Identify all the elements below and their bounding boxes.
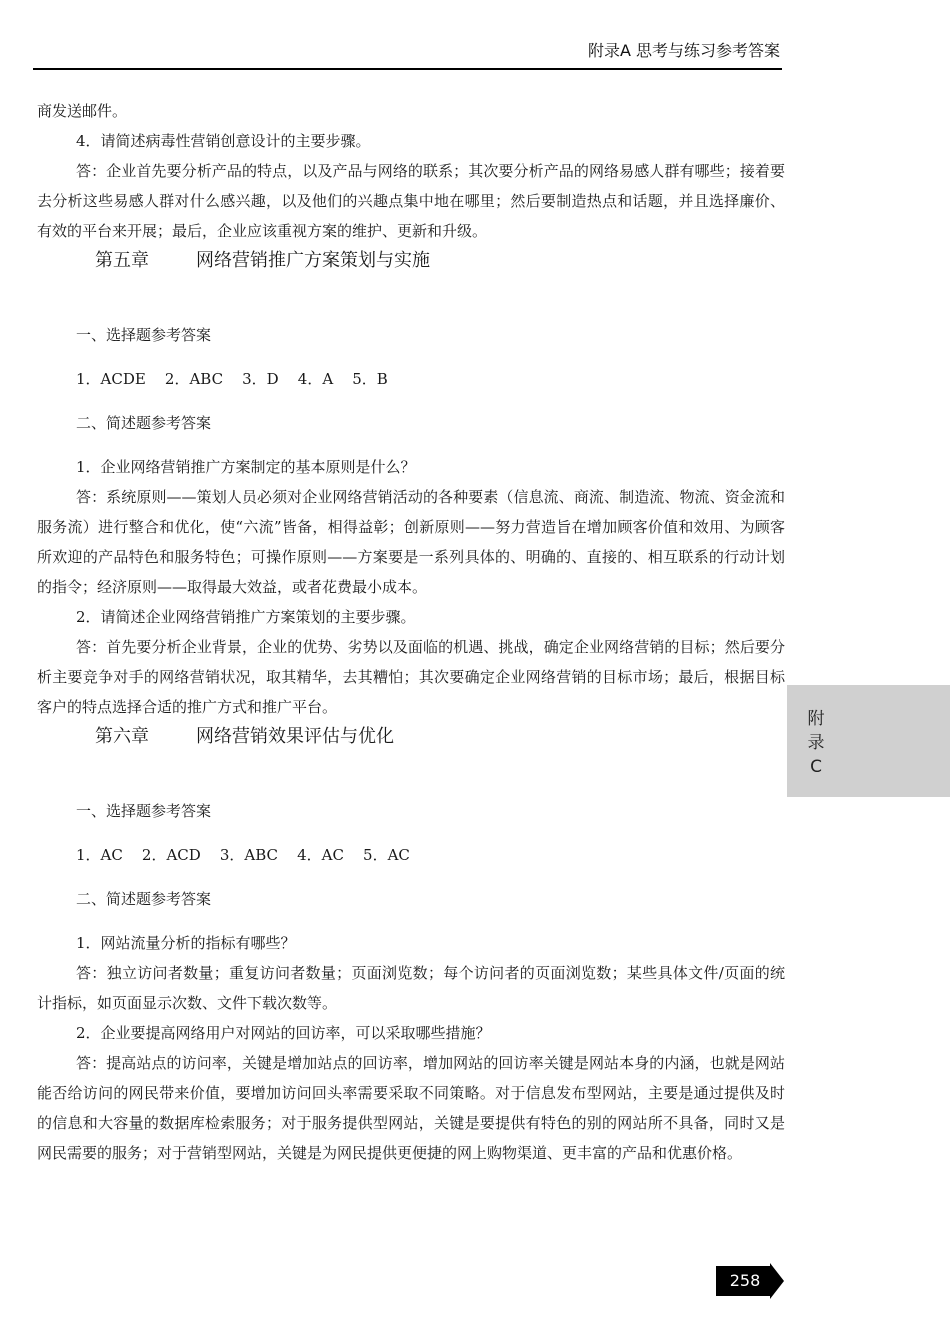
- ch5-answer-2: 答：首先要分析企业背景，企业的优势、劣势以及面临的机遇、挑战，确定企业网络营销的目标；然后要分析主要竞争对手的网络营销状况，取其精华，去其糟怕；其次要确定企业网络营销的目标市场；最后，根据目标客户的特点选择合适的推广方式和推广平台。: [37, 638, 785, 716]
- appendix-side-tab-label: 附录C: [807, 709, 825, 777]
- ch5-answer-1: 答：系统原则——策划人员必须对企业网络营销活动的各种要素（信息流、商流、制造流、物流、资金流和服务流）进行整合和优化，使“六流”皆备，相得益彰；创新原则——努力营造旨在增加顾客价值和效用、为顾客所欢迎的产品特色和服务特色；可操作原则——方案要是一系列具体的、明确的、直接的、相互联系的行动计划的指令；经济原则——取得最大效益，或者花费最小成本。: [37, 488, 785, 596]
- running-header-title: 附录A 思考与练习参考答案: [587, 41, 780, 60]
- page-number-badge: [716, 1263, 784, 1299]
- header-rule: [33, 68, 782, 70]
- ch6-choice-heading: 一、选择题参考答案: [76, 802, 212, 820]
- answer-4: 答：企业首先要分析产品的特点，以及产品与网络的联系；其次要分析产品的网络易感人群有哪些；接着要去分析这些易感人群对什么感兴趣，以及他们的兴趣点集中地在哪里；然后要制造热点和话题，并且选择廉价、有效的平台来开展；最后，企业应该重视方案的维护、更新和升级。: [37, 162, 785, 240]
- ch5-short-heading: 二、简述题参考答案: [76, 414, 212, 432]
- ch6-short-heading: 二、简述题参考答案: [76, 890, 212, 908]
- ch6-question-1: 1．网站流量分析的指标有哪些？: [76, 934, 296, 952]
- page-body: [37, 96, 785, 1168]
- chapter-5-heading: [37, 246, 785, 276]
- ch6-question-2: 2．企业要提高网络用户对网站的回访率，可以采取哪些措施？: [76, 1024, 491, 1042]
- ch6-choice-answers: 1．AC 2．ACD 3．ABC 4．AC 5．AC: [76, 846, 410, 864]
- chapter-6-heading: [37, 722, 785, 752]
- appendix-side-tab: [787, 685, 950, 797]
- ch6-answer-1: 答：独立访问者数量；重复访问者数量；页面浏览数；每个访问者的页面浏览数；某些具体文件/页面的统计指标，如页面显示次数、文件下载次数等。: [37, 964, 785, 1012]
- chapter-6-title: 网络营销效果评估与优化: [196, 726, 394, 747]
- chapter-6-number: 第六章: [95, 726, 149, 747]
- ch5-choice-answers: 1．ACDE 2．ABC 3．D 4．A 5．B: [76, 370, 388, 388]
- chapter-5-number: 第五章: [95, 250, 149, 271]
- ch5-choice-heading: 一、选择题参考答案: [76, 326, 212, 344]
- ch6-answer-2: 答：提高站点的访问率，关键是增加站点的回访率，增加网站的回访率关键是网站本身的内涵，也就是网站能否给访问的网民带来价值，要增加访问回头率需要采取不同策略。对于信息发布型网站，主要是通过提供及时的信息和大容量的数据库检索服务；对于服务提供型网站，关键是要提供有特色的别的网站所不具备，同时又是网民需要的服务；对于营销型网站，关键是为网民提供更便捷的网上购物渠道、更丰富的产品和优惠价格。: [37, 1054, 785, 1162]
- continued-line: 商发送邮件。: [37, 102, 128, 120]
- ch5-question-2: 2．请简述企业网络营销推广方案策划的主要步骤。: [76, 608, 416, 626]
- question-4: 4．请简述病毒性营销创意设计的主要步骤。: [76, 132, 371, 150]
- ch5-question-1: 1．企业网络营销推广方案制定的基本原则是什么？: [76, 458, 416, 476]
- page-number: 258: [729, 1271, 761, 1290]
- chapter-5-title: 网络营销推广方案策划与实施: [196, 250, 430, 271]
